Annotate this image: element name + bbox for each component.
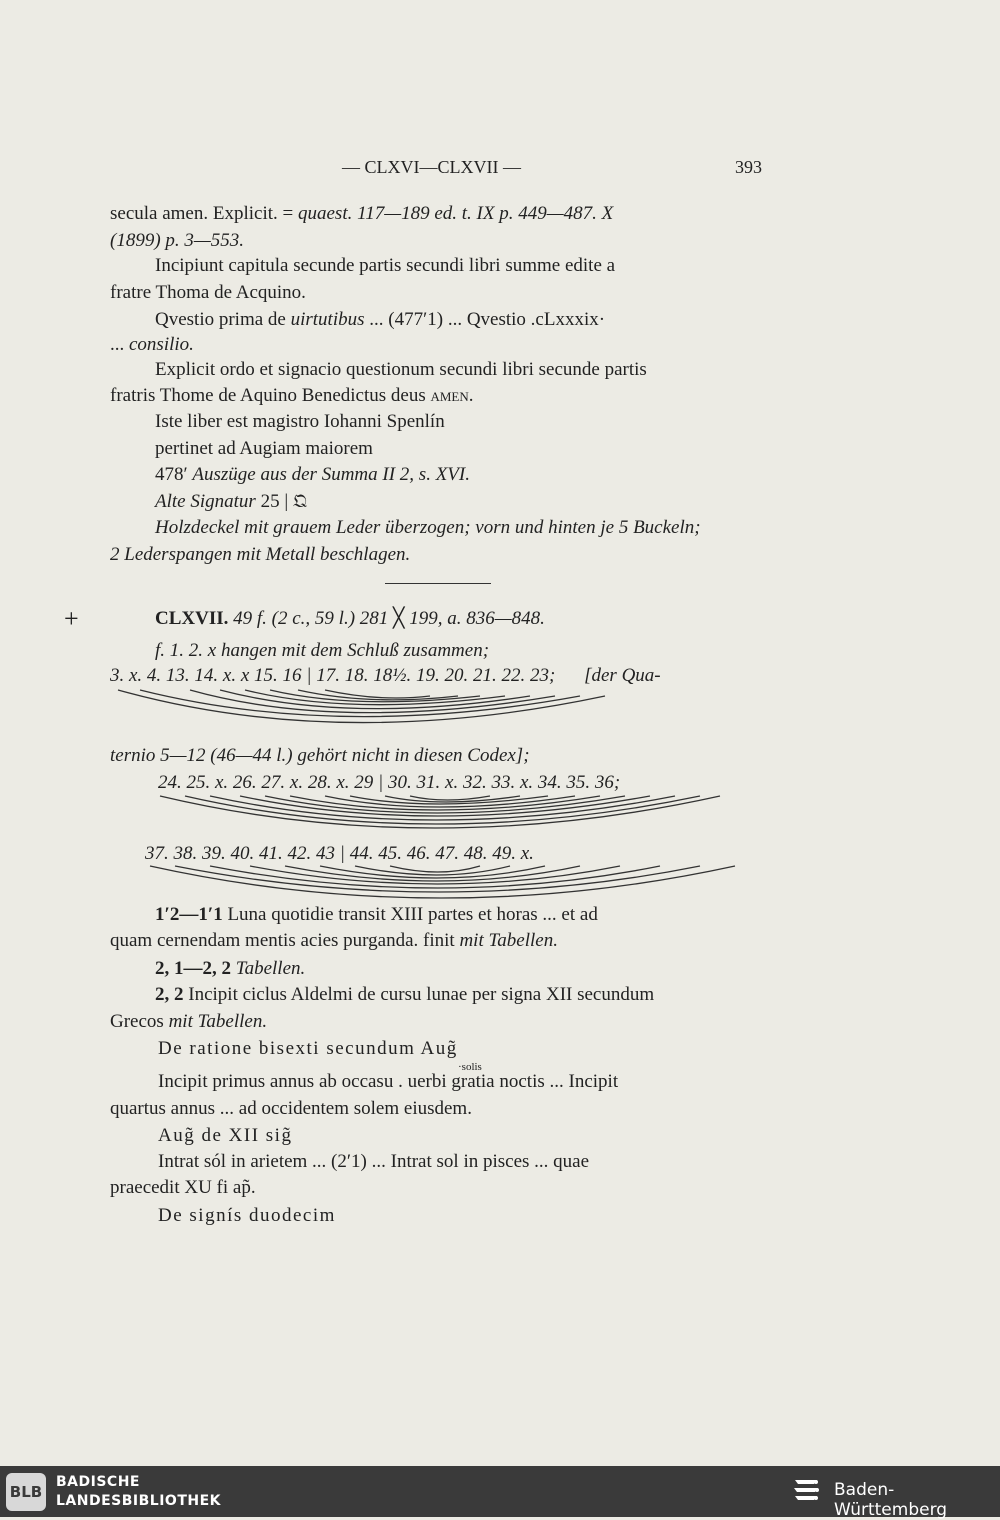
text-line: quartus annus ... ad occidentem solem eiusdem. — [110, 1098, 472, 1119]
text-span: Qvestio prima de — [155, 309, 286, 330]
text-span: 49 f. (2 c., 59 l.) 281 ╳ 199, a. 836—848. — [233, 608, 545, 629]
library-name-line2[interactable]: LANDESBIBLIOTHEK — [56, 1493, 222, 1509]
codex-number: CLXVII. — [155, 608, 229, 629]
quire-arc — [390, 866, 480, 872]
quire-line: 37. 38. 39. 40. 41. 42. 43 | 44. 45. 46. 47. 48. 49. x. — [145, 843, 534, 864]
text-span: 478′ — [155, 464, 188, 485]
text-line — [110, 1010, 267, 1034]
quire-arc — [118, 690, 605, 723]
text-span: ... — [110, 334, 125, 355]
text-line: (1899) p. 3—553. — [110, 230, 245, 251]
header-title: — CLXVI—CLXVII — — [342, 157, 521, 177]
text-span: Luna quotidie transit XIII partes et horas ... et ad — [227, 904, 598, 925]
superscript-note: ·solis — [458, 1061, 482, 1073]
text-span: 3. x. 4. 13. 14. x. x 15. 16 | 17. 18. 18½. 19. 20. 21. 22. 23; — [110, 665, 556, 686]
text-line — [110, 929, 558, 953]
quire-arc — [355, 866, 510, 875]
text-line — [155, 957, 305, 981]
text-line: Iste liber est magistro Iohanni Spenlín — [155, 411, 445, 432]
text-span: amen. — [430, 385, 474, 406]
text-line: Incipiunt capitula secunde partis secundi libri summe edite a — [155, 255, 616, 276]
text-span: Alte Signatur — [155, 491, 256, 512]
library-name-line1[interactable]: BADISCHE — [56, 1474, 140, 1490]
quire-line: 24. 25. x. 26. 27. x. 28. x. 29 | 30. 31. x. 32. 33. x. 34. 35. 36; — [158, 772, 621, 793]
text-line: 2 Lederspangen mit Metall beschlagen. — [110, 544, 411, 565]
plus-marker: + — [64, 604, 79, 633]
text-line: Explicit ordo et signacio questionum secundi libri secunde partis — [155, 359, 647, 380]
text-span: fratris Thome de Aquino Benedictus deus — [110, 385, 426, 406]
blb-logo[interactable]: BLB — [6, 1473, 46, 1511]
text-span: quaest. 117—189 ed. t. IX p. 449—487. X — [298, 203, 614, 224]
text-span: quam cernendam mentis acies purganda. finit — [110, 930, 455, 951]
text-span: [der Qua- — [584, 665, 661, 686]
text-span: mit Tabellen. — [459, 930, 558, 951]
quire-arc — [160, 796, 720, 828]
folio-ref: 1′2—1′1 — [155, 904, 223, 925]
text-span: Auszüge aus der Summa II 2, s. XVI. — [192, 464, 470, 485]
text-span: 25 | 𝔔 — [260, 491, 307, 512]
text-span: Grecos — [110, 1011, 164, 1032]
page-number: 393 — [735, 157, 762, 177]
text-line: praecedit XU fi ap̃. — [110, 1177, 256, 1198]
text-line: Incipit primus annus ab occasu . uerbi gratia noctis ... Incipit — [158, 1071, 619, 1092]
text-line — [155, 983, 654, 1007]
text-span: mit Tabellen. — [168, 1011, 268, 1032]
state-name[interactable]: Baden-Württemberg — [834, 1480, 948, 1520]
text-line: pertinet ad Augiam maiorem — [155, 438, 373, 459]
text-line: ternio 5—12 (46—44 l.) gehört nicht in diesen Codex]; — [110, 745, 530, 766]
text-line: Intrat sól in arietem ... (2′1) ... Intrat sol in pisces ... quae — [158, 1151, 590, 1172]
text-line: Holzdeckel mit grauem Leder überzogen; vorn und hinten je 5 Buckeln; — [155, 517, 701, 538]
text-span: ... (477′1) ... Qvestio .cLxxxix· — [369, 309, 606, 330]
text-line: fratre Thoma de Acquino. — [110, 282, 306, 303]
text-span: consilio. — [129, 334, 194, 355]
text-line: f. 1. 2. x hangen mit dem Schluß zusammen; — [155, 640, 490, 661]
coat-of-arms-icon — [792, 1476, 822, 1508]
text-line: De signís duodecim — [158, 1205, 336, 1226]
text-line: De ratione bisexti secundum Aug̃ — [158, 1038, 458, 1059]
quire-arc — [210, 866, 660, 888]
quire-arc — [410, 796, 490, 800]
text-span: Incipit ciclus Aldelmi de cursu lunae per signa XII secundum — [188, 984, 655, 1005]
text-line — [155, 903, 598, 927]
text-span: uirtutibus — [290, 309, 365, 330]
folio-ref: 2, 2 — [155, 984, 184, 1005]
folio-ref: 2, 1—2, 2 — [155, 958, 231, 979]
text-line: Aug̃ de XII sig̃ — [158, 1125, 293, 1146]
footer-bar — [0, 1466, 1000, 1520]
text-span: secula amen. Explicit. = — [110, 203, 294, 224]
text-span: Tabellen. — [235, 958, 306, 979]
